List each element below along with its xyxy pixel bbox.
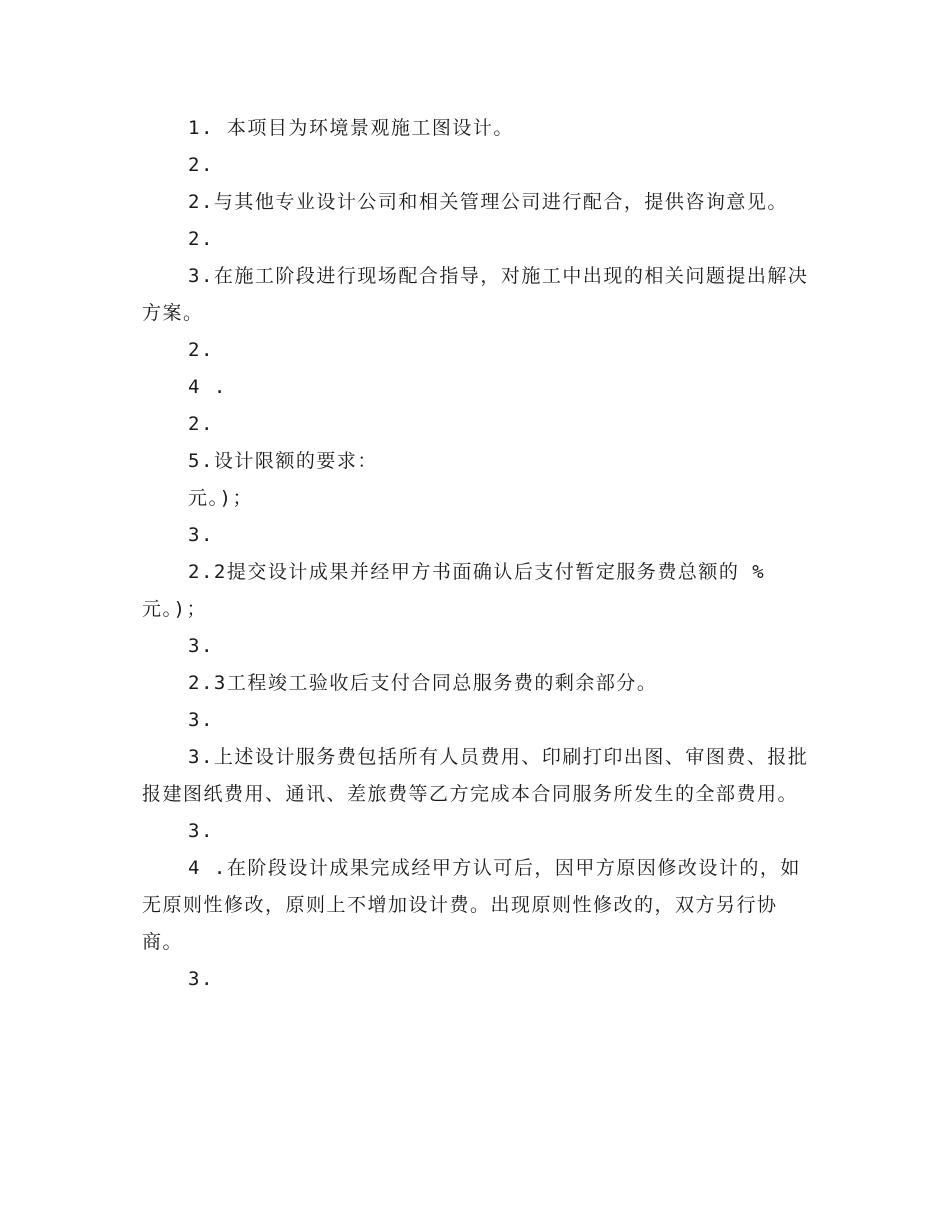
paragraph-3: 2.与其他专业设计公司和相关管理公司进行配合，提供咨询意见。 [188, 191, 788, 213]
paragraph-13: 3. [188, 635, 214, 657]
paragraph-1: 1. 本项目为环境景观施工图设计。 [188, 117, 514, 139]
paragraph-18: 4 .在阶段设计成果完成经甲方认可后，因甲方原因修改设计的，如无原则性修改，原则上不增加设计费。出现原则性修改的，双方另行协商。 [142, 857, 801, 953]
paragraph-16: 3.上述设计服务费包括所有人员费用、印刷打印出图、审图费、报批报建图纸费用、通讯、差旅费等乙方完成本合同服务所发生的全部费用。 [142, 746, 809, 805]
paragraph-8: 2. [188, 413, 214, 435]
paragraph-6: 2. [188, 339, 214, 361]
paragraph-9: 5.设计限额的要求： [188, 450, 378, 472]
paragraph-17: 3. [188, 820, 214, 842]
paragraph-19: 3. [188, 968, 214, 990]
paragraph-14: 2.3工程竣工验收后支付合同总服务费的剩余部分。 [188, 672, 658, 694]
paragraph-10: 元。)； [188, 487, 253, 509]
paragraph-7: 4 . [188, 376, 227, 398]
paragraph-12: 2.2提交设计成果并经甲方书面确认后支付暂定服务费总额的 %元。)； [142, 561, 766, 620]
paragraph-2: 2. [188, 154, 214, 176]
paragraph-11: 3. [188, 524, 214, 546]
paragraph-4: 2. [188, 228, 214, 250]
paragraph-15: 3. [188, 709, 214, 731]
paragraph-5: 3.在施工阶段进行现场配合指导，对施工中出现的相关问题提出解决方案。 [142, 265, 809, 324]
document-body [142, 110, 812, 998]
